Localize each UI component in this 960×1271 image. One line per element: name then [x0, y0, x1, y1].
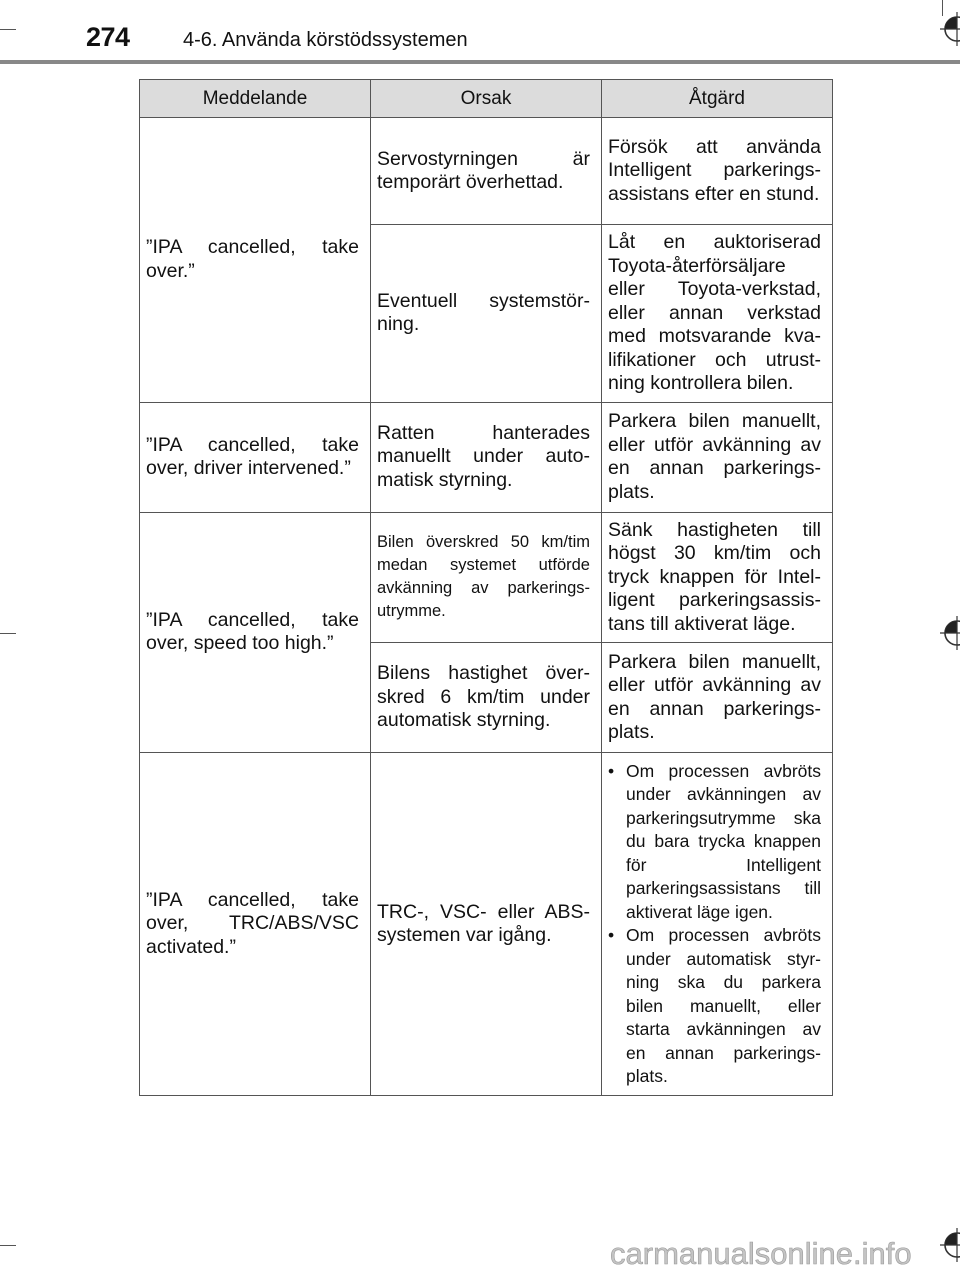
table-row [140, 512, 833, 643]
cause-cell: Bilens hastighet över-skred 6 km/tim under automatisk styrning. [371, 643, 602, 753]
action-bullet-list [604, 760, 821, 1089]
cause-cell: Bilen överskred 50 km/tim medan systemet utförde avkänning av parkerings-utrymme. [371, 512, 602, 643]
watermark-text: carmanualsonline.info [610, 1236, 912, 1271]
watermark-logo [610, 1232, 940, 1271]
column-header-action: Åtgärd [602, 80, 833, 118]
table-header-row [140, 80, 833, 118]
table-row [140, 402, 833, 512]
message-table [139, 79, 833, 1096]
table-row [140, 118, 833, 225]
column-header-message: Meddelande [140, 80, 371, 118]
action-cell: Parkera bilen manuellt, eller utför avkänning av en annan parkerings-plats. [602, 402, 833, 512]
registration-mark-icon [940, 616, 960, 650]
action-cell: Parkera bilen manuellt, eller utför avkänning av en annan parkerings-plats. [602, 643, 833, 753]
crop-mark [0, 29, 16, 30]
crop-mark [0, 633, 16, 634]
action-cell: Försök att använda Intelligent parkerings-assistans efter en stund. [602, 118, 833, 225]
column-header-cause: Orsak [371, 80, 602, 118]
message-cell: ”IPA cancelled, take over, driver intervened.” [140, 402, 371, 512]
table-row [140, 753, 833, 1096]
message-cell: ”IPA cancelled, take over, TRC/ABS/VSC activated.” [140, 753, 371, 1096]
registration-mark-icon [940, 1228, 960, 1262]
list-item: • Om processen avbröts under automatisk styr-ning ska du parkera bilen manuellt, eller starta avkänningen av en annan parkerings-plats. [604, 924, 821, 1089]
header-rule [0, 60, 960, 64]
registration-mark-icon [940, 12, 960, 46]
cause-cell: Ratten hanterades manuellt under auto-matisk styrning. [371, 402, 602, 512]
action-cell [602, 753, 833, 1096]
action-cell: Låt en auktoriserad Toyota-återförsäljare eller Toyota-verkstad, eller annan verkstad med motsvarande kva-lifikationer och utrust-ning kontrollera bilen. [602, 225, 833, 403]
action-cell: Sänk hastigheten till högst 30 km/tim och tryck knappen för Intel-ligent parkeringsassis-tans till aktiverat läge. [602, 512, 833, 643]
crop-mark [0, 1245, 16, 1246]
page-number: 274 [86, 22, 130, 52]
message-cell: ”IPA cancelled, take over, speed too high.” [140, 512, 371, 753]
message-cell: ”IPA cancelled, take over.” [140, 118, 371, 403]
section-title: 4-6. Använda körstödssystemen [183, 29, 468, 51]
cause-cell: TRC-, VSC- eller ABS-systemen var igång. [371, 753, 602, 1096]
list-item: • Om processen avbröts under avkänningen av parkeringsutrymme ska du bara trycka knappen för Intelligent parkeringsassistans till aktiverat läge igen. [604, 760, 821, 925]
cause-cell: Eventuell systemstör-ning. [371, 225, 602, 403]
cause-cell: Servostyrningen är temporärt överhettad. [371, 118, 602, 225]
